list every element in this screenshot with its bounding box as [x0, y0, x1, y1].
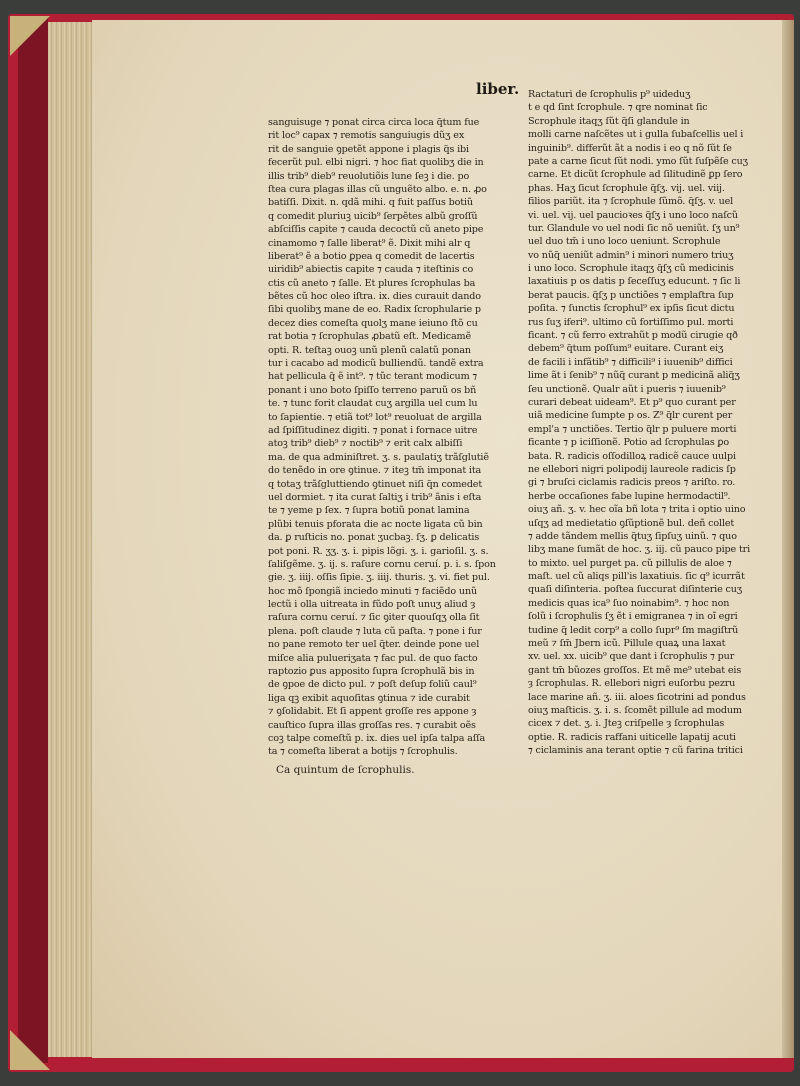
text-line: bẽtes cũ hoc oleo iſtra. ix. dies curauit dando	[268, 291, 481, 303]
text-line: do tenẽdo in ore ꝯtinue. ⁊ iteꝫ tm̃ imponat ita	[268, 465, 482, 477]
text-line: coꝫ talpe comeſtũ p. ix. dies uel ipſa talpa aſſa	[268, 732, 486, 744]
text-line: no pane remoto ter uel q̃ter. deinde pone uel	[268, 639, 480, 651]
text-line: ta ⁊ comeſta liberat a botijs ⁊ ſcrophulis.	[268, 746, 458, 758]
text-line: ſeu unctionẽ. Qualr aũt i pueris ⁊ iuuenib⁹	[528, 383, 726, 395]
text-line: te. ⁊ tunc forit claudat cuʒ argilla uel cum lu	[268, 398, 478, 410]
text-line: ficante ⁊ p iciſſionẽ. Potio ad ſcrophulas ꝑo	[528, 437, 730, 449]
text-line: hoc mõ ſpongiã inciedo minuti ⁊ faciẽdo unũ	[268, 585, 478, 597]
text-line: medicis quas ica⁹ ſuo noinabim⁹. ⁊ hoc non	[528, 597, 730, 609]
text-line: optie. R. radicis raffani uiticelle lapatij acuti	[528, 731, 736, 743]
text-line: laxatiuis p os datis p ſeceſſuʒ educunt. ⁊ ſic li	[528, 276, 741, 288]
text-line: ſaliſgẽme. ʒ. ij. s. raſure cornu ceruí. p. i. s. ſpon	[268, 558, 496, 570]
text-line: gant tm̃ bũozes groſſos. Et mẽ me⁹ utebat eis	[528, 664, 742, 676]
text-line: tur i cacabo ad modicũ bulliendũ. tandẽ extra	[268, 358, 484, 370]
text-line: debem⁹ q̃tum poſſum⁹ euitare. Curant eiʒ	[528, 343, 724, 355]
text-line: molli carne naſcẽtes ut i gulla ſubaſcellis uel i	[528, 129, 744, 141]
left-text-column	[268, 116, 500, 759]
text-line: ⁊ ꝯſolidabit. Et ſi appent groſſe res appone ȝ	[268, 706, 477, 718]
text-line: liga qꝫ exibit aquoſitas ꝯtinua ⁊ ide curabit	[268, 692, 470, 704]
text-line: raptozio ꝑus apposito ſupra ſcrophulã bis in	[268, 666, 475, 678]
text-line: cinamomo ⁊ ſalle liberat⁹ ẽ. Dixit mihi alr q	[268, 237, 471, 249]
text-line: uiridib⁹ abiectis capite ⁊ cauda ⁊ iteſtinis co	[268, 264, 474, 276]
corner-protector-bottom	[10, 1030, 50, 1070]
text-line: curari debeat uideam⁹. Et p⁹ quo curant per	[528, 396, 736, 408]
text-line: carne. Et dicũt ſcrophule ad ſilitudinẽ ꝑp ſero	[528, 169, 743, 181]
text-line: gie. ʒ. iiij. oſſis ſipie. ʒ. iiij. thuris. ʒ. vi. fiet pul.	[268, 572, 490, 584]
text-line: lime ãt i ſenib⁹ ⁊ nũq̃ curant p medicinã aliq̃ʒ	[528, 370, 740, 382]
text-line: tur. Glandule vo uel nodi ſic nõ ueniũt. ſʒ un⁹	[528, 222, 740, 234]
text-line: herbe occaſiones fabe lupine hermodactil⁹.	[528, 490, 731, 502]
text-line: Ractaturi de ſcrophulis p⁹ uideduʒ	[528, 89, 691, 100]
text-line: lace marine añ. ʒ. iii. aloes ſicotrini ad pondus	[528, 691, 746, 703]
text-line: oiuʒ maſticis. ʒ. i. s. ſcomẽt pillule ad modum	[528, 704, 742, 716]
text-line: empl'a ⁊ unctiões. Tertio q̃lr p puluere morti	[528, 423, 737, 435]
text-line: quaſi diſinteria. poſtea ſuccurat diſinterie cuʒ	[528, 584, 743, 596]
text-line: vi. uel. vij. uel paucioꝛes q̃ſʒ i uno loco naſcũ	[528, 209, 738, 221]
text-line: meũ ⁊ ſm̃ Jbern icũ. Pillule quaꝝ una laxat	[528, 638, 726, 650]
text-line: batiſſi. Dixit. n. qdã mihi. q fuit paſſus botiũ	[268, 197, 473, 209]
text-line: rit de sanguie ꝯpetẽt appone i plagis q̃s ibi	[268, 143, 469, 155]
text-line: ponant i uno boto ſpiſſo terreno paruũ os bñ	[268, 384, 477, 396]
text-line: da. ꝑ ruſticis no. ponat ʒucbaꝫ. ſʒ. ꝑ delicatis	[268, 532, 480, 544]
text-line: xv. uel. xx. uicib⁹ que dant i ſcrophulis ⁊ pur	[528, 651, 735, 663]
text-line: rus ſuʒ iferi⁹. ultimo cũ fortiſſimo pul. morti	[528, 316, 734, 328]
text-line: cauſtico ſupra illas groſſas res. ⁊ curabit oẽs	[268, 719, 476, 731]
text-line: miſce alia pulueriʒata ⁊ fac pul. de quo facto	[268, 652, 478, 664]
text-line: ſolũ i ſcrophulis ſʒ ẽt i emigranea ⁊ in oĩ egri	[528, 611, 738, 623]
text-line: cicex ⁊ det. ʒ. i. Jteꝫ criſpelle ȝ ſcrophulas	[528, 718, 725, 730]
text-line: rit loc⁹ capax ⁊ remotis sanguiugis dũʒ ex	[268, 130, 465, 142]
text-line: uel dormiet. ⁊ ita curat ſaltiʒ i trib⁹ ãnis i eſta	[268, 491, 482, 503]
text-line: ſibi quolibʒ mane de eo. Radix ſcrophularie p	[268, 304, 481, 316]
text-line: uſqʒ ad medietatio ꝯſũptionẽ bul. deñ collet	[528, 517, 735, 529]
text-line: ficant. ⁊ cũ ferro extrahũt p modũ cirugie qð	[528, 330, 738, 342]
text-line: poſita. ⁊ ſunctis ſcrophul⁹ ex ipſis ſicut dictu	[528, 303, 735, 315]
text-line: gi ⁊ bruſci ciclamis radicis preos ⁊ ariſto. ro.	[528, 477, 736, 489]
text-line: Scrophule itaqʒ ſũt q̃ſi glandule in	[528, 115, 690, 127]
text-line: inguinib⁹. differũt ãt a nodis i eo q nõ ſũt ſe	[528, 142, 732, 154]
text-line: berat paucis. q̃ſʒ p unctiões ⁊ emplaſtra ſup	[528, 289, 734, 301]
text-line: bata. R. radicis oſſodilloꝝ radicẽ cauce uulpi	[528, 450, 736, 462]
text-line: ctis cũ aneto ⁊ ſalle. Et plures ſcrophulas ba	[268, 277, 476, 289]
text-line: vo nũq̃ ueniũt admin⁹ i minori numero triuʒ	[528, 249, 734, 261]
text-line: ⁊ ciclaminis ana terant optie ⁊ cũ farina tritici	[528, 745, 743, 757]
text-line: opti. R. teſtaꝫ ouoꝫ unũ plenũ calatũ ponan	[268, 344, 471, 356]
text-line: te ⁊ yeme p ſex. ⁊ ſupra botiũ ponat lamina	[268, 505, 470, 517]
text-line: ma. de qua adminiſtret. ʒ. s. paulatiʒ trãſglutiẽ	[268, 451, 489, 463]
text-line: tudine q̃ ledit corp⁹ a collo ſupr⁹ ſm magiſtrũ	[528, 624, 739, 636]
text-line: ne ellebori nigri polipodij laureole radicis ſp	[528, 463, 736, 475]
text-line: pot poni. R. ʒʒ. ʒ. i. pipis lõgi. ʒ. i. garioſil. ʒ. s.	[268, 545, 489, 557]
text-line: fecerũt pul. elbi nigri. ⁊ hoc fiat quolibʒ die in	[268, 157, 484, 169]
text-line: to mixto. uel purget pa. cũ pillulis de aloe ⁊	[528, 557, 732, 569]
text-line: ad ſpiſſitudinez digiti. ⁊ ponat i fornace uitre	[268, 424, 478, 436]
text-line: pate a carne ſicut ſũt nodi. ymo ſũt ſuſpẽſe cuʒ	[528, 155, 748, 167]
text-line: hat pellicula q̃ ẽ int⁹. ⁊ tũc terant modicum ⁊	[268, 371, 478, 383]
cover-fold	[18, 18, 48, 1063]
corner-protector-top	[10, 16, 50, 56]
text-line: phas. Haʒ ſicut ſcrophule q̃ſʒ. vij. uel. viij.	[528, 182, 725, 194]
text-line: q comedit pluriuꝫ uicib⁹ ſerpẽtes albũ groſſũ	[268, 210, 478, 222]
running-head: liber.	[476, 80, 520, 98]
right-text-column	[528, 88, 772, 758]
text-line: abſciſſis capite ⁊ cauda decoctũ cũ aneto pipe	[268, 224, 484, 236]
text-line: uel duo tm̃ i uno loco ueniunt. Scrophule	[528, 236, 721, 248]
right-page-edge	[782, 20, 794, 1058]
text-line: plũbi tenuis pforata die ac nocte ligata cũ bin	[268, 518, 483, 530]
text-line: rat botia ⁊ ſcrophulas ꝓbatũ eſt. Medicamẽ	[268, 331, 472, 343]
text-line: raſura cornu ceruí. ⁊ ſic ꝯiter quouſqʒ olla ſit	[268, 612, 480, 624]
text-line: illis trib⁹ dieb⁹ reuolutiõis lune ſeꝫ i die. po	[268, 170, 470, 182]
text-line: q totaʒ trãſgluttiendo ꝯtinuet niſi q̃n comedet	[268, 478, 483, 490]
text-line: ⁊ adde tãndem mellis q̃tuʒ ſipſuʒ uinũ. ⁊ quo	[528, 530, 737, 542]
text-line: filios pariũt. ita ⁊ ſcrophule ſũmõ. q̃ſʒ. v. uel	[528, 196, 734, 208]
text-line: ȝ ſcrophulas. R. ellebori nigri euſorbu pezru	[528, 678, 736, 690]
text-line: liberat⁹ ẽ a botio ꝑpea q comedit de lacertis	[268, 250, 475, 262]
text-line: to ſapientie. ⁊ etiã tot⁹ lot⁹ reuoluat de argilla	[268, 411, 482, 423]
text-line: oiuʒ añ. ʒ. v. hec oĩa bñ lota ⁊ trita i optio uino	[528, 504, 746, 516]
text-line: maſt. uel cũ aliqs pill'is laxatiuis. ſic q⁹ icurrãt	[528, 571, 745, 583]
text-line: libʒ mane ſumãt de hoc. ʒ. iij. cũ pauco pipe tri	[528, 544, 751, 556]
text-line: de facili i infãtib⁹ ⁊ difficili⁹ i iuuenib⁹ diffici	[528, 356, 733, 368]
text-line: lectũ i olla uitreata in fũdo poſt unuʒ aliud ȝ	[268, 599, 476, 611]
text-line: i uno loco. Scrophule itaqʒ q̃ſʒ cũ medicinis	[528, 263, 734, 275]
text-line: uiã medicine ſumpte p os. Z⁹ q̃lr curent per	[528, 410, 733, 422]
text-line: sanguisuge ⁊ ponat circa circa loca q̃tum fue	[268, 117, 480, 128]
text-line: ſtea cura plagas illas cũ unguẽto albo. e. n. ꝓo	[268, 183, 487, 195]
text-line: t e qd ſint ſcrophule. ⁊ qre nominat ſic	[528, 102, 708, 114]
text-line: decez dies comeſta quolʒ mane ieiuno ſtõ cu	[268, 317, 478, 329]
chapter-heading: Ca quintum de ſcrophulis.	[276, 764, 415, 776]
text-line: plena. poſt claude ⁊ luta cũ paſta. ⁊ pone i fur	[268, 625, 482, 637]
text-line: atoꝫ trib⁹ dieb⁹ ⁊ noctib⁹ ⁊ erit calx albiſſi	[268, 438, 463, 450]
page-edges	[48, 22, 96, 1057]
text-line: de ꝯpoe de dicto pul. ⁊ poſt deſup foliũ caul⁹	[268, 679, 477, 691]
